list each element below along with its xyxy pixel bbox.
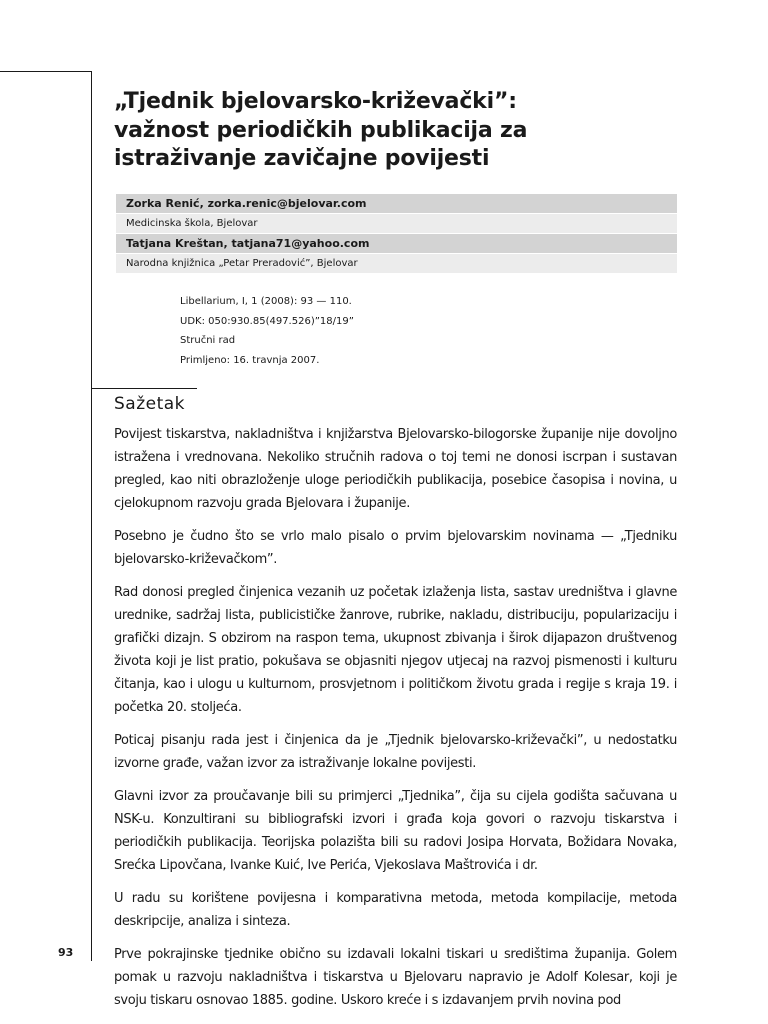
abstract-heading: Sažetak: [114, 394, 186, 414]
abstract-paragraph: Glavni izvor za proučavanje bili su primjerci „Tjednika”, čija su cijela godišta sačuvana u NSK-u. Konzultirani su bibliografski izvori i građa koja govori o razvoju tiskarstva i periodičkih publikacija. Teorijska polazišta bili su radovi Josipa Horvata, Božidara Novaka, Srećka Lipovčana, Ivanke Kuić, Ive Perića, Vjekoslava Maštrovića i dr.: [114, 789, 677, 873]
citation: Libellarium, I, 1 (2008): 93 — 110.: [180, 296, 352, 307]
author-institution: Medicinska škola, Bjelovar: [116, 214, 677, 233]
author-institution: Narodna knjižnica „Petar Preradović”, Bjelovar: [116, 254, 677, 273]
abstract-paragraph: Rad donosi pregled činjenica vezanih uz početak izlaženja lista, sastav uredništva i glavne urednike, sadržaj lista, publicističke žanrove, rubrike, nakladu, distribuciju, popularizaciju i grafički dizajn. S obzirom na raspon tema, ukupnost zbivanja i širok dijapazon društvenog života koji je list pratio, pokušava se objasniti njegov utjecaj na razvoj pismenosti i kulturu čitanja, kao i ulogu u kulturnom, prosvjetnom i političkom životu grada i regije s kraja 19. i početka 20. stoljeća.: [114, 585, 677, 715]
article-title: [114, 88, 714, 174]
received-date: Primljeno: 16. travnja 2007.: [180, 354, 320, 366]
article-type: Stručni rad: [180, 335, 236, 346]
top-rule: [0, 71, 92, 72]
abstract-paragraph: Poticaj pisanju rada jest i činjenica da je „Tjednik bjelovarsko-križevački”, u nedostatku izvorne građe, važan izvor za istraživanje lokalne povijesti.: [114, 733, 677, 771]
publication-meta: [180, 292, 354, 370]
title-line: „Tjednik bjelovarsko-križevački”:: [114, 89, 517, 114]
abstract-paragraph: Posebno je čudno što se vrlo malo pisalo o prvim bjelovarskim novinama — „Tjedniku bjelovarsko-križevačkom”.: [114, 529, 677, 567]
udk-code: UDK: 050:930.85(497.526)”18/19”: [180, 315, 354, 327]
author-block: [116, 194, 677, 274]
abstract-paragraph: U radu su korištene povijesna i komparativna metoda, metoda kompilacije, metoda deskripcije, analiza i sinteza.: [114, 891, 677, 929]
margin-rule: [91, 71, 92, 961]
author-name: Tatjana Kreštan, tatjana71@yahoo.com: [116, 234, 677, 253]
author-name: Zorka Renić, zorka.renic@bjelovar.com: [116, 194, 677, 213]
title-line: istraživanje zavičajne povijesti: [114, 146, 490, 171]
abstract-paragraph: Povijest tiskarstva, nakladništva i knjižarstva Bjelovarsko-bilogorske županije nije dovoljno istražena i vrednovana. Nekoliko stručnih radova o toj temi ne donosi iscrpan i sustavan pregled, kao niti obrazloženje uloge periodičkih publikacija, posebice časopisa i novina, u cjelokupnom razvoju grada Bjelovara i županije.: [114, 427, 677, 511]
page-number: 93: [58, 946, 74, 959]
abstract-paragraph: Prve pokrajinske tjednike obično su izdavali lokalni tiskari u središtima županija. Golem pomak u razvoju nakladništva i tiskarstva u Bjelovaru napravio je Adolf Kolesar, koji je svoju tiskaru osnovao 1885. godine. Uskoro kreće i s izdavanjem prvih novina pod: [114, 947, 677, 1008]
title-line: važnost periodičkih publikacija za: [114, 117, 528, 143]
abstract-body: [114, 423, 677, 1022]
section-rule: [91, 388, 197, 389]
